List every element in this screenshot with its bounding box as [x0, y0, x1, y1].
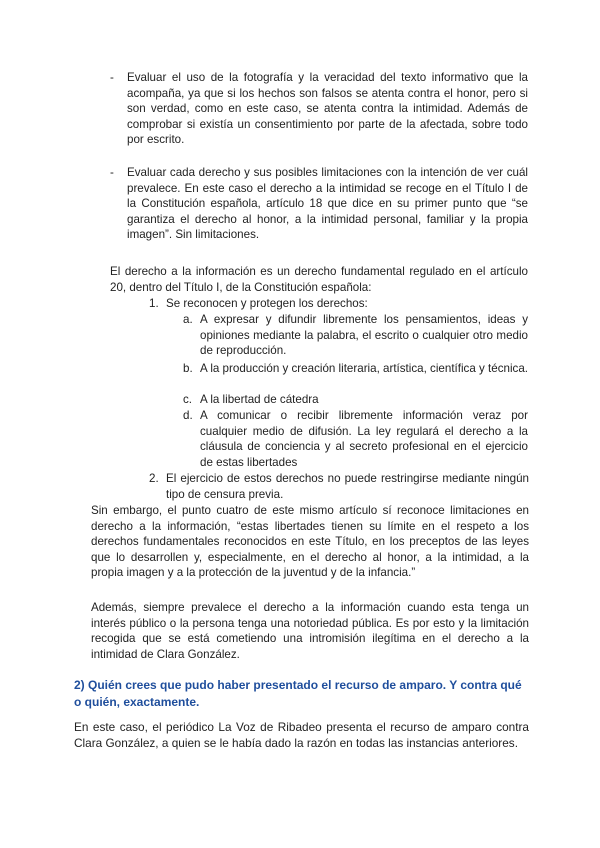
sub-item-marker: b.: [183, 362, 193, 375]
bullet-item-photo: [110, 70, 528, 148]
sub-item-c: [183, 392, 528, 408]
question-heading: 2) Quién crees que pudo haber presentado el recurso de amparo. Y contra qué o quién, exactamente.: [74, 678, 522, 709]
sub-item-text: A comunicar o recibir libremente información veraz por cualquier medio de difusión. La ley regulará el derecho a la cláusula de conciencia y al secreto profesional en el ejercicio de estas libertades: [200, 409, 528, 469]
numbered-text: El ejercicio de estos derechos no puede restringirse mediante ningún tipo de censura previa.: [166, 472, 529, 501]
bullet-text: Evaluar el uso de la fotografía y la veracidad del texto informativo que la acompaña, ya que si los hechos son falsos se atenta contra el honor, pero si son verdad, como en este caso, se atenta contra la intimidad. Además de comprobar si existía un consentimiento por parte de la afectada, sobre todo por escrito.: [127, 71, 528, 147]
sub-item-text: A la libertad de cátedra: [200, 393, 319, 406]
sub-item-b: [183, 361, 528, 377]
limitations-paragraph: Sin embargo, el punto cuatro de este mismo artículo sí reconoce limitaciones en derecho a la información, “estas libertades tienen su límite en el respeto a los derechos fundamentales reconocidos en este Título, en los preceptos de las leyes que lo desarrollen y, especialmente, en el derecho al honor, a la intimidad, a la propia imagen y a la protección de la juventud y de la infancia.”: [91, 504, 529, 580]
numbered-marker: 2.: [149, 472, 159, 485]
bullet-marker: -: [110, 71, 114, 84]
numbered-item-1: [149, 296, 529, 312]
sub-item-marker: a.: [183, 313, 193, 326]
numbered-text: Se reconocen y protegen los derechos:: [166, 297, 368, 310]
sub-item-text: A expresar y difundir libremente los pensamientos, ideas y opiniones mediante la palabra, el escrito o cualquier otro medio de reproducción.: [200, 313, 528, 358]
intro-paragraph: El derecho a la información es un derecho fundamental regulado en el artículo 20, dentro del Título I, de la Constitución española:: [110, 265, 528, 294]
bullet-text: Evaluar cada derecho y sus posibles limitaciones con la intención de ver cuál prevalece. En este caso el derecho a la intimidad se recoge en el Título I de la Constitución española, artículo 18 que dice en su primer punto que “se garantiza el derecho al honor, a la intimidad personal, familiar y la propia imagen”. Sin limitaciones.: [127, 166, 528, 242]
sub-item-marker: d.: [183, 409, 193, 422]
numbered-item-2: [149, 471, 529, 502]
prevalence-paragraph: Además, siempre prevalece el derecho a la información cuando esta tenga un interés público o la persona tenga una notoriedad pública. Es por esto y la limitación recogida que se está cometiendo una intromisión ilegítima en el derecho a la intimidad de Clara González.: [91, 601, 529, 661]
bullet-item-rights: [110, 165, 528, 243]
sub-item-text: A la producción y creación literaria, artística, científica y técnica.: [200, 362, 528, 375]
sub-item-a: [183, 312, 528, 359]
numbered-marker: 1.: [149, 297, 159, 310]
bullet-marker: -: [110, 166, 114, 179]
answer-paragraph: En este caso, el periódico La Voz de Ribadeo presenta el recurso de amparo contra Clara González, a quien se le había dado la razón en todas las instancias anteriores.: [74, 720, 529, 750]
sub-item-d: [183, 408, 528, 470]
sub-item-marker: c.: [183, 393, 193, 406]
